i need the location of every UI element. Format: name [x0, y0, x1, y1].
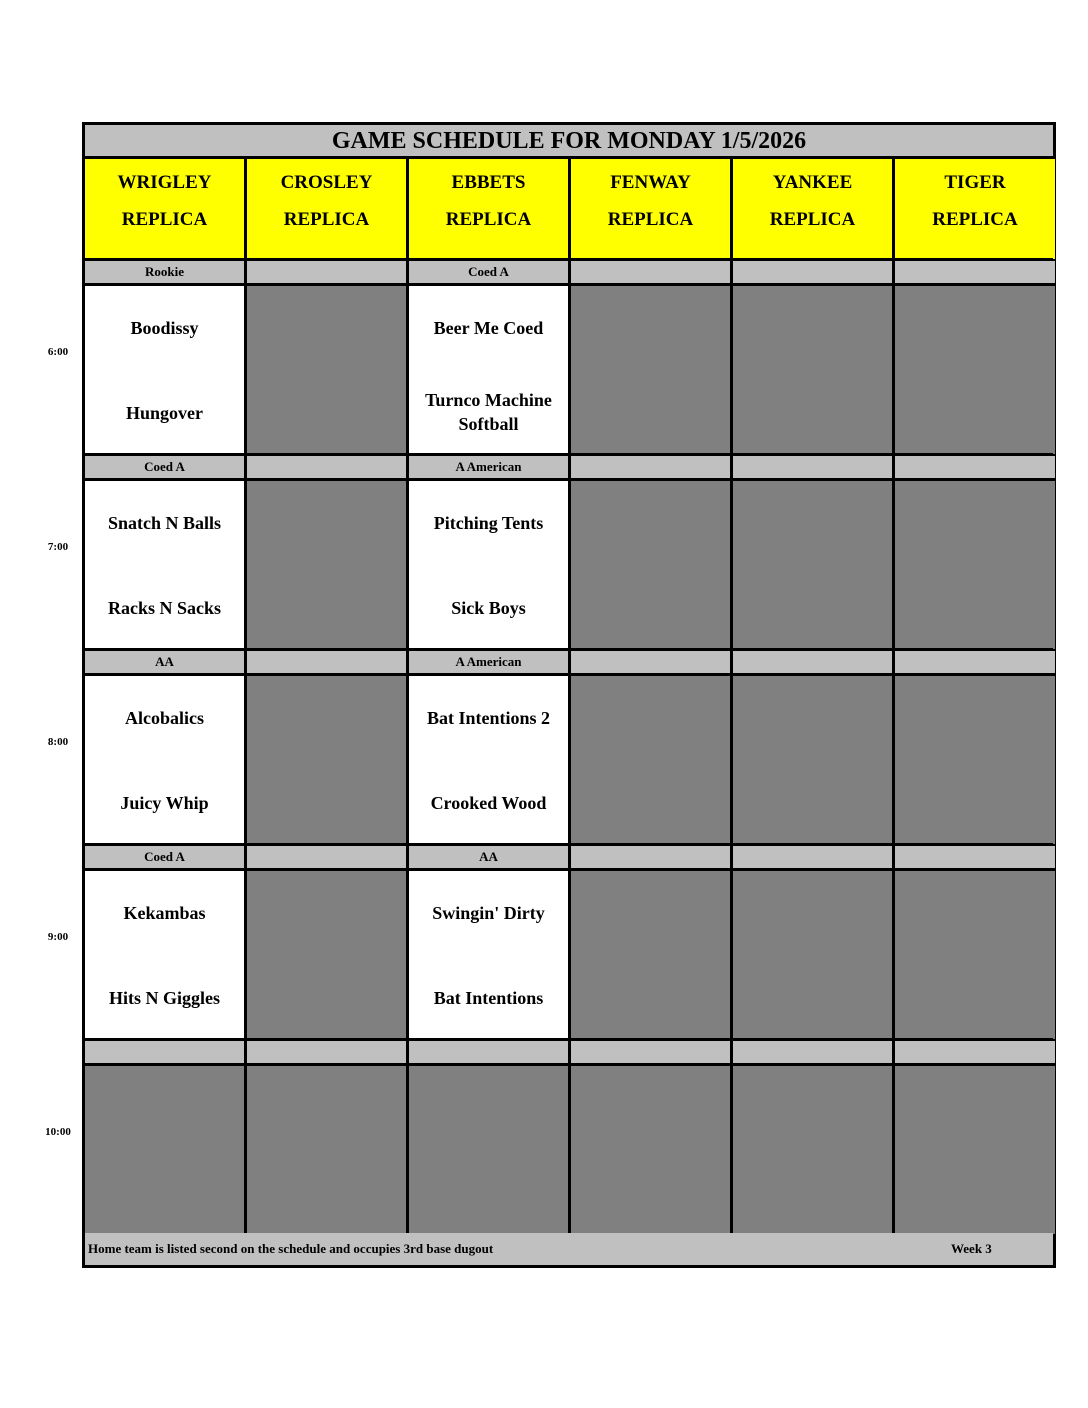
time-label: 7:00 — [47, 541, 69, 553]
week-label: Week 3 — [951, 1241, 992, 1256]
home-team: Hits N Giggles — [109, 988, 220, 1008]
empty-cell — [247, 871, 409, 1039]
division-label — [85, 1041, 247, 1063]
division-label — [571, 651, 733, 673]
empty-cell — [895, 481, 1055, 649]
division-label — [571, 1041, 733, 1063]
field-type: REPLICA — [769, 209, 856, 230]
division-label — [895, 456, 1055, 478]
game-cell — [409, 481, 571, 649]
division-label — [571, 261, 733, 283]
empty-cell — [733, 481, 895, 649]
empty-cell — [571, 871, 733, 1039]
division-label — [895, 261, 1055, 283]
division-label: A American — [409, 651, 571, 673]
away-team: Pitching Tents — [433, 513, 544, 533]
division-label — [247, 456, 409, 478]
game-cell — [85, 286, 247, 454]
away-team: Snatch N Balls — [107, 513, 222, 533]
game-cell — [409, 286, 571, 454]
empty-cell — [247, 676, 409, 844]
field-name: EBBETS — [451, 172, 526, 193]
field-type: REPLICA — [121, 209, 208, 230]
division-label — [733, 456, 895, 478]
game-cell — [409, 676, 571, 844]
division-label — [571, 846, 733, 868]
empty-cell — [571, 481, 733, 649]
field-name: TIGER — [944, 172, 1006, 193]
empty-cell — [571, 676, 733, 844]
time-label: 9:00 — [47, 931, 69, 943]
away-team: Boodissy — [130, 318, 199, 338]
empty-cell — [571, 1066, 733, 1234]
division-label — [247, 651, 409, 673]
division-label — [247, 846, 409, 868]
empty-cell — [895, 871, 1055, 1039]
empty-cell — [247, 481, 409, 649]
home-team: Bat Intentions — [433, 988, 544, 1008]
time-label: 10:00 — [45, 1126, 71, 1138]
field-type: REPLICA — [283, 209, 370, 230]
field-header-yankee — [733, 159, 895, 259]
field-header-wrigley — [85, 159, 247, 259]
empty-cell — [247, 286, 409, 454]
division-label — [733, 846, 895, 868]
empty-cell — [733, 871, 895, 1039]
schedule-sheet — [82, 122, 1056, 1268]
division-label — [247, 1041, 409, 1063]
away-team: Swingin' Dirty — [432, 903, 545, 923]
away-team: Kekambas — [123, 903, 206, 923]
field-name: YANKEE — [772, 172, 853, 193]
division-label: A American — [409, 456, 571, 478]
empty-cell — [895, 676, 1055, 844]
field-type: REPLICA — [445, 209, 532, 230]
away-team: Bat Intentions 2 — [426, 708, 551, 728]
field-type: REPLICA — [607, 209, 694, 230]
empty-cell — [733, 676, 895, 844]
page-title: GAME SCHEDULE FOR MONDAY 1/5/2026 — [85, 125, 1053, 159]
empty-cell — [895, 1066, 1055, 1234]
game-cell — [85, 676, 247, 844]
empty-cell — [571, 286, 733, 454]
time-label: 8:00 — [47, 736, 69, 748]
division-label: Rookie — [85, 261, 247, 283]
home-team: Turnco Machine Softball — [425, 390, 552, 434]
division-label — [733, 651, 895, 673]
game-cell — [409, 871, 571, 1039]
home-team: Racks N Sacks — [107, 598, 222, 618]
division-label — [409, 1041, 571, 1063]
empty-cell — [733, 1066, 895, 1234]
field-name: WRIGLEY — [117, 172, 212, 193]
field-name: CROSLEY — [280, 172, 373, 193]
division-label — [895, 651, 1055, 673]
empty-cell — [895, 286, 1055, 454]
division-label: Coed A — [409, 261, 571, 283]
division-label: AA — [85, 651, 247, 673]
division-label: AA — [409, 846, 571, 868]
division-label: Coed A — [85, 846, 247, 868]
game-cell — [85, 871, 247, 1039]
empty-cell — [733, 286, 895, 454]
footer-bar — [85, 1233, 1053, 1265]
away-team: Alcobalics — [125, 708, 204, 728]
empty-cell — [85, 1066, 247, 1234]
game-cell — [85, 481, 247, 649]
field-header-ebbets — [409, 159, 571, 259]
field-name: FENWAY — [610, 172, 691, 193]
away-team: Beer Me Coed — [433, 318, 544, 338]
division-label — [247, 261, 409, 283]
footer-note: Home team is listed second on the schedule and occupies 3rd base dugout — [88, 1241, 494, 1256]
empty-cell — [247, 1066, 409, 1234]
home-team: Sick Boys — [451, 598, 526, 618]
division-label: Coed A — [85, 456, 247, 478]
division-label — [733, 261, 895, 283]
time-label: 6:00 — [47, 346, 69, 358]
field-header-crosley — [247, 159, 409, 259]
home-team: Juicy Whip — [120, 793, 209, 813]
empty-cell — [409, 1066, 571, 1234]
home-team: Crooked Wood — [430, 793, 547, 813]
field-header-fenway — [571, 159, 733, 259]
home-team: Hungover — [125, 403, 203, 423]
division-label — [571, 456, 733, 478]
field-type: REPLICA — [932, 209, 1018, 230]
division-label — [895, 1041, 1055, 1063]
division-label — [733, 1041, 895, 1063]
field-header-tiger — [895, 159, 1055, 259]
division-label — [895, 846, 1055, 868]
